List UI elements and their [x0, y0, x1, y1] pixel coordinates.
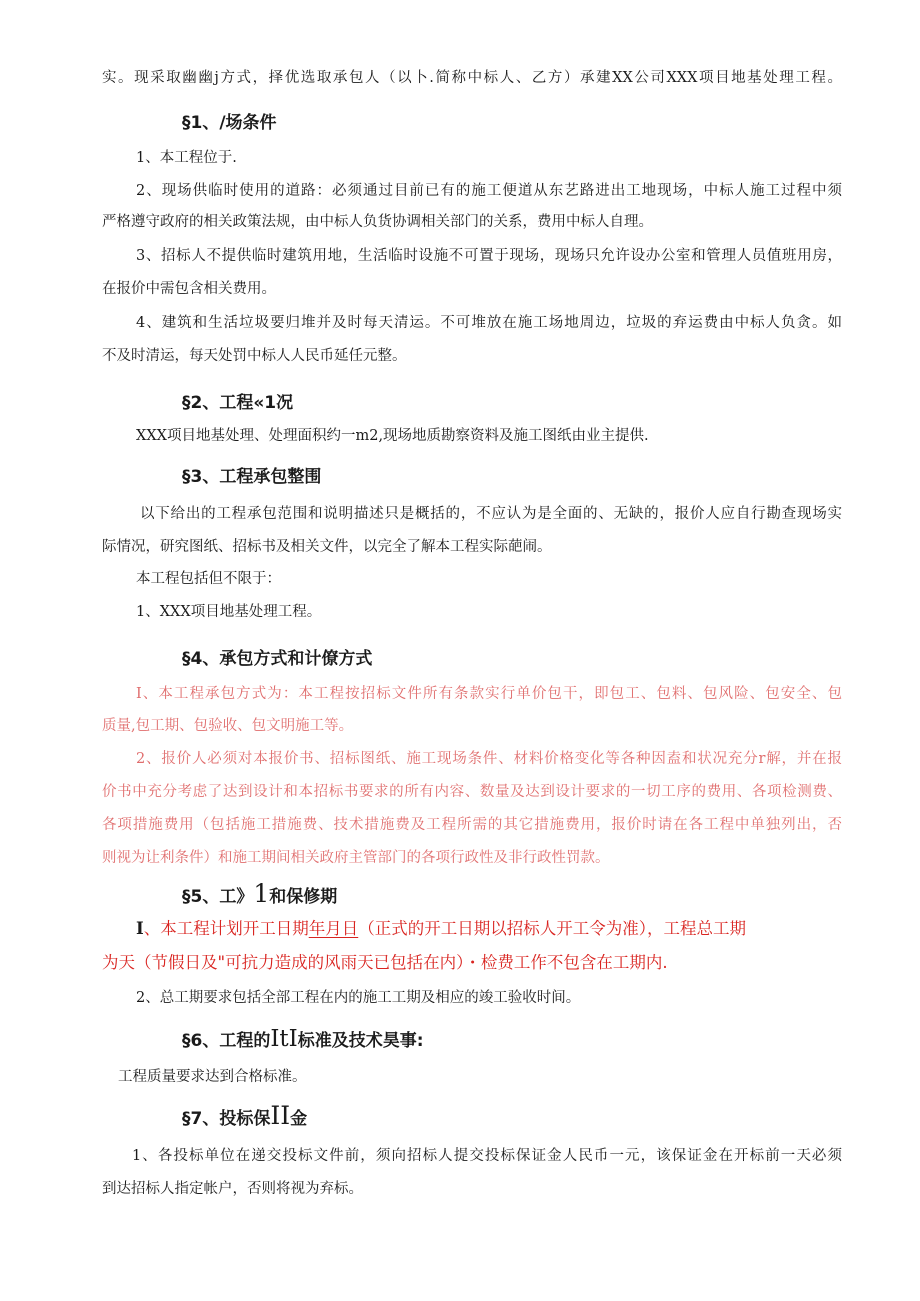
s1-item-4-line-2: 不及时清运，每天处罚中标人人民币延任元整。	[102, 348, 407, 364]
section-2-heading: §2、工程«1况	[182, 393, 294, 413]
section-5-heading-post: 和保修期	[269, 887, 338, 907]
s1-item-2-line-1: 2、现场供临时使用的道路：必须通过目前已有的施工便道从东艺路进出工地现场，中标人施工过程中须	[136, 183, 842, 199]
s4-item-2-line-4: 则视为让利条件）和施工期间相关政府主管部门的各项行政性及非行政性罚款。	[102, 850, 610, 866]
s7-item-1-line-1: 1、各投标单位在递交投标文件前，须向招标人提交投标保证金人民币一元，该保证金在开标前一天必须	[132, 1148, 842, 1164]
s1-item-3-line-2: 在报价中需包含相关费用。	[102, 281, 276, 297]
s2-paragraph: XXX项目地基处理、处理面积约一m2,现场地质勘察资料及施工图纸由业主提供.	[136, 428, 649, 444]
s4-item-2-line-1: 2、报价人必须对本报价书、招标图纸、施工现场条件、材料价格变化等各种因盍和状况充分r解，并在报	[136, 751, 842, 767]
s1-item-2-line-2: 严格遵守政府的相关政策法规，由中标人负货协调相关部门的关系，费用中标人自理。	[102, 214, 653, 230]
section-7-heading-post: 金	[290, 1109, 308, 1129]
s3-paragraph-line-2: 际情况，研究图纸、招标书及相关文件，以完全了解本工程实际葩闹。	[102, 539, 552, 555]
s5-item-1-text-a: 、本工程计划开工日期	[143, 919, 309, 938]
s5-item-2: 2、总工期要求包括全部工程在内的施工工期及相应的竣工验收时间。	[136, 990, 581, 1006]
section-1-heading: §1、/场条件	[182, 113, 277, 133]
s3-paragraph-line-1: 以下给出的工程承包范围和说明描述只是概括的，不应认为是全面的、无缺的，报价人应自行勘查现场实	[140, 506, 842, 522]
section-7-heading-big: II	[270, 1101, 291, 1130]
s1-item-4-line-1: 4、建筑和生活垃圾要归堆并及时每天清运。不可堆放在施工场地周边，垃圾的弃运费由中标人负贪。如	[136, 315, 842, 331]
section-4-heading: §4、承包方式和计僚方式	[182, 649, 373, 669]
section-7-heading	[182, 1101, 308, 1131]
s6-paragraph: 工程质量要求达到合格标准。	[118, 1069, 307, 1085]
section-5-heading	[182, 879, 338, 909]
s7-item-1-line-2: 到达招标人指定帐户，否则将视为弃标。	[102, 1181, 363, 1197]
s3-scope-intro: 本工程包括但不限于：	[136, 571, 281, 587]
section-6-heading-post: 标准及技术昊事:	[297, 1031, 424, 1051]
section-6-heading	[182, 1027, 424, 1053]
section-6-heading-pre: §6、工程的	[182, 1031, 271, 1051]
s4-item-2-line-2: 价书中充分考虑了达到设计和本招标书要求的所有内容、数量及达到设计要求的一切工序的费用、各项检测费、	[102, 784, 842, 800]
s5-start-date-blank: 年月日	[308, 919, 359, 938]
section-5-heading-big: 1	[253, 879, 270, 908]
section-6-heading-big: ItI	[270, 1026, 298, 1052]
s4-item-1-line-2: 质量,包工期、包验收、包文明施工等。	[102, 718, 354, 734]
section-3-heading: §3、工程承包整围	[182, 467, 322, 487]
s5-item-1-text-b: （正式的开工日期以招标人开工令为准），工程总工期	[358, 919, 746, 938]
s4-item-1-line-1: I、本工程承包方式为：本工程按招标文件所有条款实行单价包干，即包工、包料、包风险、包安全、包	[136, 686, 842, 702]
section-7-heading-pre: §7、投标保	[182, 1109, 271, 1129]
section-5-heading-pre: §5、工》	[182, 887, 254, 907]
s4-item-2-line-3: 各项措施费用（包括施工措施费、技术措施费及工程所需的其它措施费用，报价时请在各工程中单独列出，否	[102, 817, 842, 833]
intro-line: 实。现采取幽幽j方式，择优选取承包人（以卜.简称中标人、乙方）承建XX公司XXX项目地基处理工程。	[102, 70, 842, 86]
s5-item-1-line-2: 为天（节假日及"可抗力造成的风雨天已包括在内）・检费工作不包含在工期内.	[102, 953, 668, 972]
s1-item-1: 1、本工程位于.	[136, 150, 237, 166]
s3-scope-item-1: 1、XXX项目地基处理工程。	[136, 604, 322, 620]
s5-item-1-line-1	[136, 918, 842, 940]
s5-item-1-lead: I	[136, 919, 144, 938]
s1-item-3-line-1: 3、招标人不提供临时建筑用地，生活临时设施不可置于现场，现场只允许设办公室和管理人员值班用房，	[136, 248, 842, 264]
